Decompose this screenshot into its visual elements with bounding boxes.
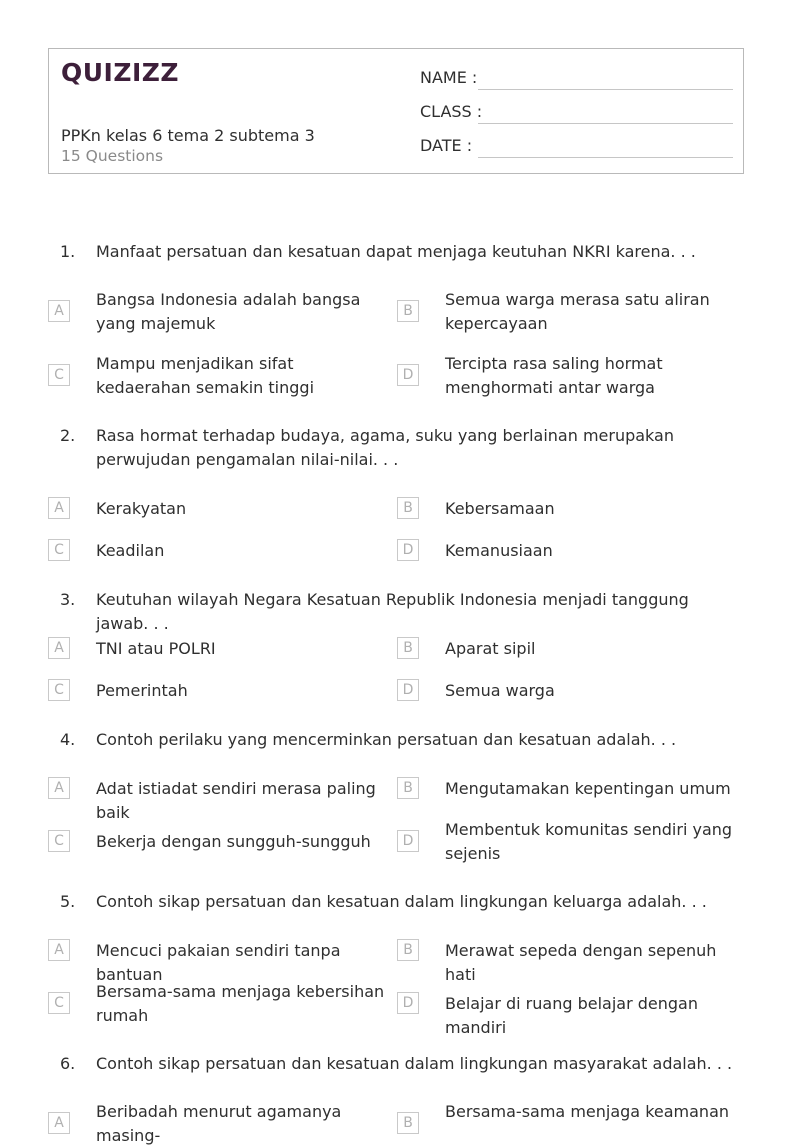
option-text: Bersama-sama menjaga keamanan (445, 1102, 730, 1121)
option-box: C (48, 539, 70, 561)
question-text: Rasa hormat terhadap budaya, agama, suku yang berlainan merupakan perwujudan pengamalan nilai-nilai. . . (96, 426, 674, 469)
option-box: D (397, 992, 419, 1014)
question-text: Manfaat persatuan dan kesatuan dapat menjaga keutuhan NKRI karena. . . (96, 242, 696, 261)
question-number: 6. (60, 1054, 76, 1073)
question-number: 4. (60, 730, 76, 749)
option-box: A (48, 777, 70, 799)
option-text: Semua warga (445, 681, 555, 700)
date-line (478, 157, 733, 158)
option-text: Kerakyatan (96, 499, 187, 518)
option-text: Semua warga merasa satu aliran kepercayaan (445, 290, 710, 333)
question-text: Keutuhan wilayah Negara Kesatuan Republik Indonesia menjadi tanggung jawab. . . (96, 590, 689, 633)
option-box: B (397, 637, 419, 659)
worksheet-header (48, 48, 744, 174)
option-box: C (48, 992, 70, 1014)
option-box: C (48, 364, 70, 386)
question-number: 5. (60, 892, 76, 911)
option-box: A (48, 637, 70, 659)
option-text: Mencuci pakaian sendiri tanpa bantuan (96, 941, 341, 984)
option-box: B (397, 1112, 419, 1134)
option-box: A (48, 939, 70, 961)
option-text: Aparat sipil (445, 639, 536, 658)
option-text: Pemerintah (96, 681, 188, 700)
quizizz-logo: QUIZIZZ (61, 58, 180, 87)
class-line (478, 123, 733, 124)
option-text: Belajar di ruang belajar dengan mandiri (445, 994, 698, 1037)
option-box: B (397, 497, 419, 519)
option-text: Mengutamakan kepentingan umum (445, 779, 731, 798)
option-text: TNI atau POLRI (96, 639, 216, 658)
question-count: 15 Questions (61, 147, 164, 165)
option-box: C (48, 679, 70, 701)
option-box: C (48, 830, 70, 852)
name-line (478, 89, 733, 90)
question-text: Contoh sikap persatuan dan kesatuan dalam lingkungan masyarakat adalah. . . (96, 1054, 733, 1073)
class-label: CLASS : (420, 102, 483, 121)
worksheet-title: PPKn kelas 6 tema 2 subtema 3 (61, 126, 315, 145)
option-text: Keadilan (96, 541, 165, 560)
option-text: Mampu menjadikan sifat kedaerahan semakin tinggi (96, 354, 315, 397)
option-text: Membentuk komunitas sendiri yang sejenis (445, 820, 733, 863)
option-box: D (397, 364, 419, 386)
option-text: Kemanusiaan (445, 541, 553, 560)
option-text: Bangsa Indonesia adalah bangsa yang majemuk (96, 290, 361, 333)
option-box: B (397, 300, 419, 322)
question-number: 1. (60, 242, 76, 261)
name-label: NAME : (420, 68, 478, 87)
option-text: Bersama-sama menjaga kebersihan rumah (96, 982, 385, 1025)
question-number: 2. (60, 426, 76, 445)
option-text: Tercipta rasa saling hormat menghormati antar warga (445, 354, 663, 397)
date-label: DATE : (420, 136, 473, 155)
option-box: A (48, 300, 70, 322)
option-box: A (48, 497, 70, 519)
option-text: Bekerja dengan sungguh-sungguh (96, 832, 371, 851)
option-box: D (397, 830, 419, 852)
option-box: A (48, 1112, 70, 1134)
option-text: Adat istiadat sendiri merasa paling baik (96, 779, 376, 822)
option-box: D (397, 539, 419, 561)
option-text: Kebersamaan (445, 499, 555, 518)
question-text: Contoh perilaku yang mencerminkan persatuan dan kesatuan adalah. . . (96, 730, 677, 749)
option-text: Merawat sepeda dengan sepenuh hati (445, 941, 717, 984)
option-box: B (397, 777, 419, 799)
question-number: 3. (60, 590, 76, 609)
question-text: Contoh sikap persatuan dan kesatuan dalam lingkungan keluarga adalah. . . (96, 892, 707, 911)
option-text: Beribadah menurut agamanya masing- (96, 1102, 342, 1145)
option-box: D (397, 679, 419, 701)
option-box: B (397, 939, 419, 961)
